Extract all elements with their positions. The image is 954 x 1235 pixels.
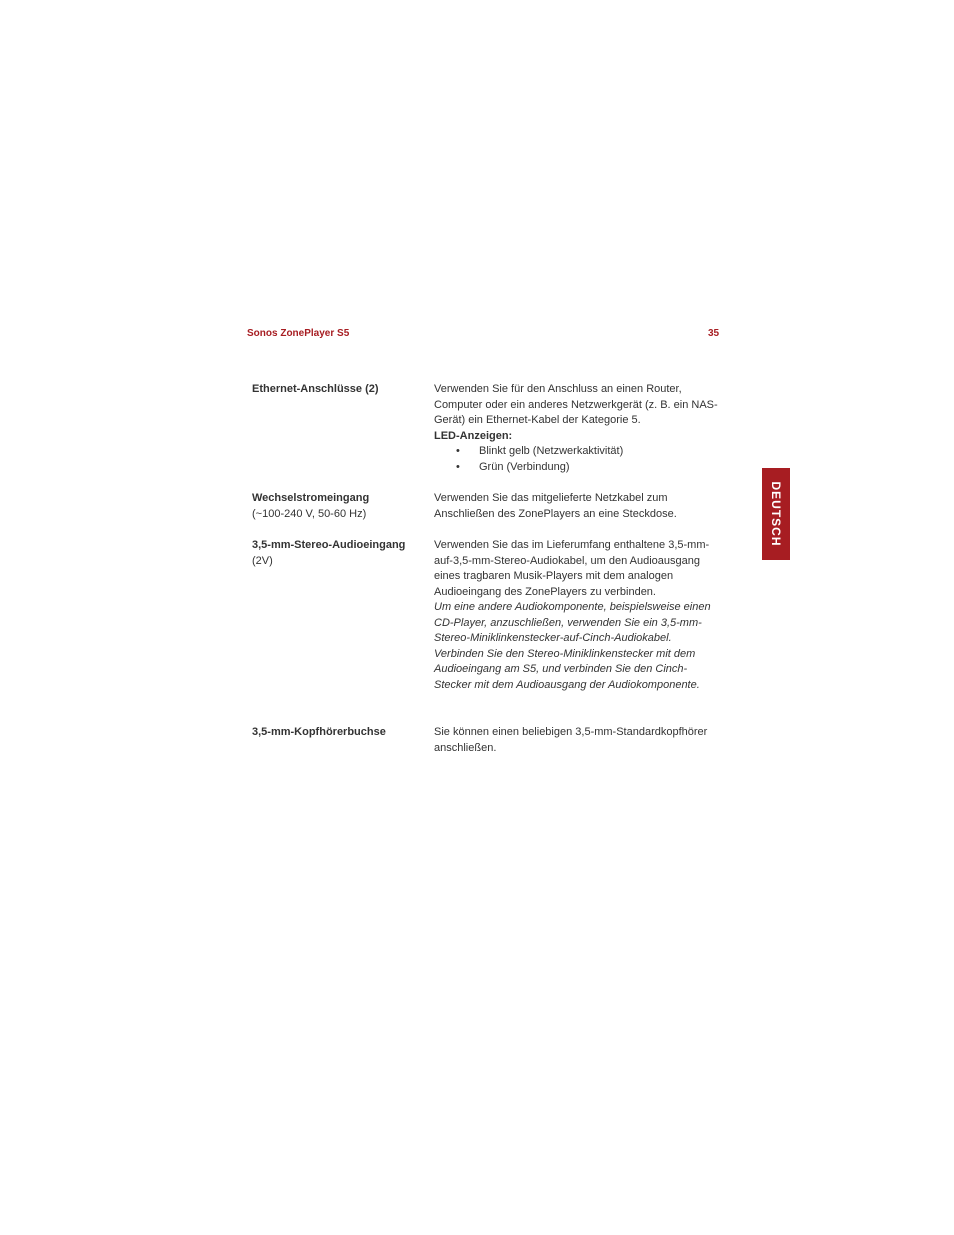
- bullet-icon: •: [456, 460, 460, 473]
- spec-label-name: Wechselstromeingang: [252, 492, 370, 504]
- spec-description-text: Verwenden Sie das mitgelieferte Netzkabel zum Anschließen des ZonePlayers an eine Steckdose.: [434, 492, 677, 520]
- spec-description: [434, 725, 722, 756]
- spec-label: [252, 382, 427, 398]
- bullet-icon: •: [456, 445, 460, 457]
- spec-label: [252, 491, 427, 522]
- language-tab-label: DEUTSCH: [769, 481, 783, 547]
- spec-description-text: Verwenden Sie das im Lieferumfang enthaltene 3,5-mm-auf-3,5-mm-Stereo-Audiokabel, um den Audioausgang eines tragbaren Musik-Players mit dem analogen Audioeingang des ZonePlayers zu verbinden.: [434, 539, 710, 598]
- spec-description-text: Sie können einen beliebigen 3,5-mm-Standardkopfhörer anschließen.: [434, 726, 708, 754]
- list-item-text: Blinkt gelb (Netzwerkaktivität): [479, 445, 624, 457]
- led-bullet-list: [434, 444, 722, 475]
- spec-description-text: Verwenden Sie für den Anschluss an einen Router, Computer oder ein anderes Netzwerkgerät (z. B. ein NAS-Gerät) ein Ethernet-Kabel der Kategorie 5.: [434, 383, 718, 426]
- list-item: [456, 444, 722, 460]
- spec-description: [434, 491, 722, 522]
- spec-note: Um eine andere Audiokomponente, beispielsweise einen CD-Player, anzuschließen, verwenden Sie ein 3,5-mm-Stereo-Miniklinkenstecker-auf-Cinch-Audiokabel. Verbinden Sie den Stereo-Miniklinkenstecker mit dem Audioeingang am S5, und verbinden Sie den Cinch-Stecker mit dem Audioausgang der Audiokomponente.: [434, 601, 711, 691]
- list-item: [456, 460, 722, 476]
- spec-label: [252, 725, 427, 741]
- language-tab: [762, 468, 790, 560]
- page-number: 35: [708, 328, 720, 339]
- spec-description: [434, 382, 722, 475]
- spec-label-sub: (2V): [252, 554, 273, 567]
- spec-label-name: 3,5-mm-Stereo-Audioeingang: [252, 539, 406, 551]
- document-header-title: Sonos ZonePlayer S5: [247, 328, 350, 339]
- spec-label-sub: (~100-240 V, 50-60 Hz): [252, 507, 367, 520]
- list-item-text: Grün (Verbindung): [479, 460, 570, 473]
- spec-label: [252, 538, 427, 569]
- spec-description: [434, 538, 722, 693]
- spec-label-name: Ethernet-Anschlüsse (2): [252, 383, 379, 395]
- spec-label-name: 3,5-mm-Kopfhörerbuchse: [252, 726, 386, 738]
- led-heading: LED-Anzeigen:: [434, 429, 513, 442]
